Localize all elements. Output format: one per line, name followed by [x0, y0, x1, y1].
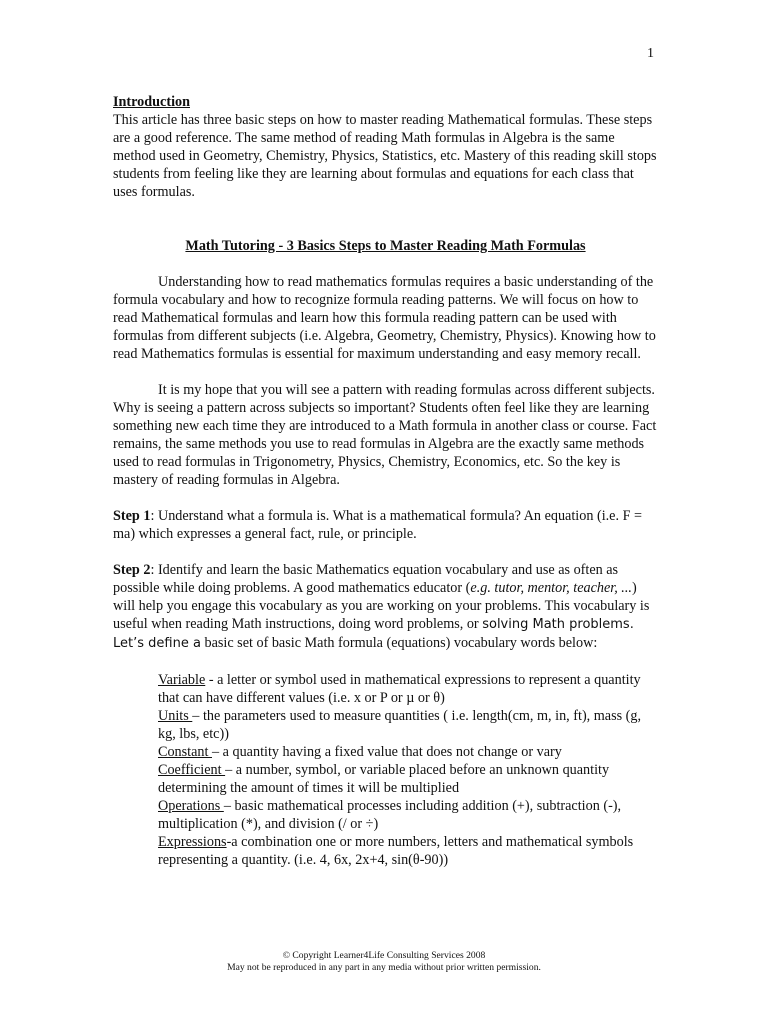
step-2-label: Step 2 [113, 562, 151, 578]
paragraph-2: It is my hope that you will see a pattern with reading formulas across different subjects. Why is seeing a pattern across subjects so important? Students often feel like they are learning something new each time they are introduced to a Math formula in another class or course. Fact remains, the same methods you use to read formulas in Algebra are the exactly same methods used to read formulas in Trigonometry, Physics, Chemistry, Economics, etc. So the key is mastery of reading formulas in Algebra. [113, 382, 657, 488]
step-2-text-a: : Identify and learn the basic Mathematics equation vocabulary and use as often as possible while doing problems. A good mathematics educator ( [113, 562, 619, 596]
vocab-term: Expressions [158, 834, 227, 850]
vocab-term: Operations [158, 798, 224, 814]
step-1-label: Step 1 [113, 508, 151, 524]
vocab-item-constant [158, 743, 658, 761]
step-2-text-c: basic set of basic Math formula (equations) vocabulary words below: [200, 635, 598, 651]
introduction-text: This article has three basic steps on how to master reading Mathematical formulas. These steps are a good reference. The same method of reading Math formulas in Algebra is the same method used in Geometry, Chemistry, Physics, Statistics, etc. Mastery of this reading skill stops students from feeling like they are learning about formulas and equations for each class that uses formulas. [113, 112, 657, 200]
vocab-item-expressions [158, 833, 658, 869]
vocab-term: Coefficient [158, 762, 226, 778]
page-footer [0, 950, 768, 974]
vocab-term: Units [158, 708, 193, 724]
copyright-line: © Copyright Learner4Life Consulting Services 2008 [282, 950, 486, 961]
article-title: Math Tutoring - 3 Basics Steps to Master Reading Math Formulas [185, 238, 586, 254]
vocab-definition: – basic mathematical processes including addition (+), subtraction (-), multiplication (*), and division (/ or ÷) [158, 798, 622, 832]
document-body [113, 93, 658, 869]
paragraph-1: Understanding how to read mathematics formulas requires a basic understanding of the formula vocabulary and how to recognize formula reading patterns. We will focus on how to read Mathematical formulas and learn how this formula reading pattern can be used with formulas from different subjects (i.e. Algebra, Geometry, Chemistry, Physics). Knowing how to read Mathematics formulas is essential for maximum understanding and easy memory recall. [113, 274, 656, 362]
vocab-definition: - a letter or symbol used in mathematical expressions to represent a quantity that can have different values (i.e. x or P or µ or θ) [158, 672, 641, 706]
introduction-heading: Introduction [113, 94, 190, 110]
vocabulary-list [158, 671, 658, 869]
vocab-term: Variable [158, 672, 206, 688]
reproduction-notice: May not be reproduced in any part in any media without prior written permission. [227, 962, 541, 973]
vocab-item-units [158, 707, 658, 743]
vocab-definition: -a combination one or more numbers, letters and mathematical symbols representing a quantity. (i.e. 4, 6x, 2x+4, sin(θ-90)) [158, 834, 634, 868]
vocab-item-operations [158, 797, 658, 833]
step-1-text: : Understand what a formula is. What is a mathematical formula? An equation (i.e. F = ma) which expresses a general fact, rule, or principle. [113, 508, 643, 542]
step-2-text-b: ) will help you engage this vocabulary as you are working on your problems. This vocabulary is useful when reading Math instructions, doing word problems, or [113, 580, 650, 632]
vocab-definition: – a number, symbol, or variable placed before an unknown quantity determining the amount of times it will be multiplied [158, 762, 610, 796]
vocab-item-variable [158, 671, 658, 707]
step-1 [113, 507, 658, 543]
step-2-alt-text: solving Math problems. Let’s define a [113, 617, 634, 651]
vocab-definition: – the parameters used to measure quantities ( i.e. length(cm, m, in, ft), mass (g, kg, lbs, etc)) [158, 708, 642, 742]
vocab-definition: – a quantity having a fixed value that does not change or vary [212, 744, 562, 760]
step-2 [113, 561, 658, 653]
page-number: 1 [647, 46, 654, 61]
step-2-examples: e.g. tutor, mentor, teacher, ... [470, 580, 632, 596]
vocab-term: Constant [158, 744, 212, 760]
vocab-item-coefficient [158, 761, 658, 797]
